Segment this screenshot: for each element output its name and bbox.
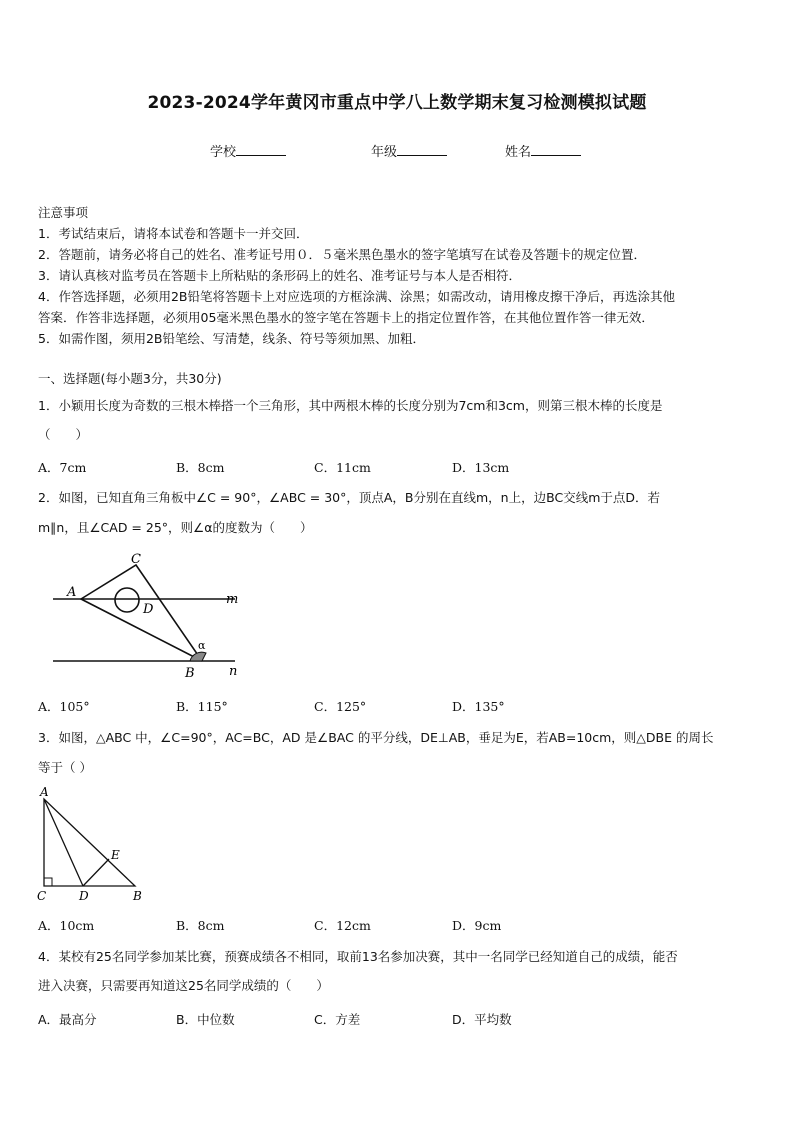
q3-text-line1: 3．如图，△ABC 中，∠C=90°，AC=BC，AD 是∠BAC 的平分线，DE⊥AB，垂足为E，若AB=10cm，则△DBE 的周长	[38, 730, 714, 745]
label-c: C	[131, 552, 141, 567]
q1-option-c: C．11cm	[314, 460, 371, 475]
section-heading: 一、选择题(每小题3分，共30分)	[38, 371, 222, 386]
grade-blank	[397, 144, 447, 156]
label-m: m	[226, 592, 239, 607]
label-a: A	[67, 585, 77, 600]
name-blank	[531, 144, 581, 156]
notes-item: 答案．作答非选择题，必须用05毫米黑色墨水的签字笔在答题卡上的指定位置作答，在其他位置作答一律无效．	[38, 310, 654, 325]
triangle-abc	[44, 799, 135, 886]
q3-option-b: B．8cm	[176, 918, 225, 933]
page-title: 2023-2024学年黄冈市重点中学八上数学期末复习检测模拟试题	[147, 93, 647, 113]
q2-option-c: C．125°	[314, 699, 367, 714]
name-label: 姓名	[505, 145, 532, 160]
notes-item: 3．请认真核对监考员在答题卡上所粘贴的条形码上的姓名、准考证号与本人是否相符．	[38, 268, 521, 283]
q3-option-c: C．12cm	[314, 918, 371, 933]
notes-item: 5．如需作图，须用2B铅笔绘、写清楚，线条、符号等须加黑、加粗．	[38, 331, 425, 346]
q2-figure	[40, 545, 255, 685]
q2-option-d: D．135°	[452, 699, 505, 714]
perpendicular-de	[83, 859, 109, 886]
q2-option-b: B．115°	[176, 699, 228, 714]
right-angle-mark	[44, 878, 52, 886]
label-b: B	[185, 666, 195, 681]
q1-text-line2: （ ）	[38, 427, 89, 442]
notes-item: 1．考试结束后，请将本试卷和答题卡一并交回．	[38, 226, 309, 241]
q1-option-b: B．8cm	[176, 460, 225, 475]
grade-field	[371, 141, 447, 160]
q1-option-a: A．7cm	[38, 460, 87, 475]
q4-option-d: D．平均数	[452, 1012, 512, 1027]
label-c: C	[37, 889, 47, 903]
q1-option-d: D．13cm	[452, 460, 510, 475]
label-d: D	[79, 889, 89, 903]
notes-item: 2．答题前，请务必将自己的姓名、准考证号用０．５毫米黑色墨水的签字笔填写在试卷及答题卡的规定位置．	[38, 247, 646, 262]
q3-figure	[32, 783, 152, 908]
q4-text-line2: 进入决赛，只需要再知道这25名同学成绩的（ ）	[38, 978, 329, 993]
q2-option-a: A．105°	[38, 699, 90, 714]
triangle-abc	[81, 565, 202, 661]
label-b: B	[133, 889, 142, 903]
q2-text-line1: 2．如图，已知直角三角板中∠C = 90°，∠ABC = 30°，顶点A，B分别在直线m，n上，边BC交线m于点D．若	[38, 490, 660, 505]
grade-label: 年级	[371, 145, 398, 160]
hole-circle	[115, 588, 139, 612]
angle-alpha-mark	[190, 652, 206, 661]
q2-text-line2: m∥n，且∠CAD = 25°，则∠α的度数为（ ）	[38, 520, 313, 535]
label-d: D	[143, 602, 154, 617]
label-alpha: α	[198, 639, 206, 652]
school-field	[210, 141, 286, 160]
q1-text-line1: 1．小颖用长度为奇数的三根木棒搭一个三角形，其中两根木棒的长度分别为7cm和3cm，则第三根木棒的长度是	[38, 398, 663, 413]
school-label: 学校	[210, 145, 237, 160]
school-blank	[236, 144, 286, 156]
q3-option-a: A．10cm	[38, 918, 95, 933]
label-a: A	[40, 785, 49, 799]
q4-text-line1: 4．某校有25名同学参加某比赛，预赛成绩各不相同，取前13名参加决赛，其中一名同学已经知道自己的成绩，能否	[38, 949, 678, 964]
bisector-ad	[44, 799, 83, 886]
label-e: E	[111, 848, 120, 862]
q3-text-line2: 等于（ ）	[38, 760, 92, 775]
name-field	[505, 141, 581, 160]
notes-heading: 注意事项	[38, 205, 89, 220]
q4-option-b: B．中位数	[176, 1012, 235, 1027]
q4-option-c: C．方差	[314, 1012, 361, 1027]
q4-option-a: A．最高分	[38, 1012, 97, 1027]
q3-option-d: D．9cm	[452, 918, 502, 933]
label-n: n	[229, 664, 238, 679]
notes-item: 4．作答选择题，必须用2B铅笔将答题卡上对应选项的方框涂满、涂黑；如需改动，请用橡皮擦干净后，再选涂其他	[38, 289, 675, 304]
